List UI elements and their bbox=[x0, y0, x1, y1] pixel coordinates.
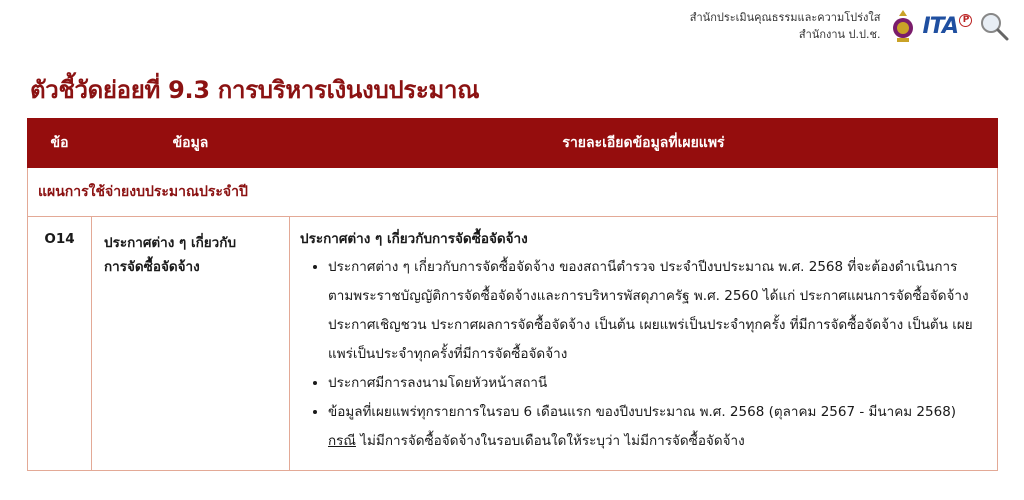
bullet3-text-post: ไม่มีการจัดซื้อจัดจ้างในรอบเดือนใดให้ระบุว่า ไม่มีการจัดซื้อจัดจ้าง bbox=[355, 433, 745, 449]
ita-logo bbox=[922, 14, 972, 39]
org-line-2: สำนักงาน ป.ป.ช. bbox=[798, 28, 881, 41]
org-name bbox=[690, 9, 881, 43]
org-line-1: สำนักประเมินคุณธรรมและความโปร่งใส bbox=[689, 11, 881, 24]
column-header-no: ข้อ bbox=[28, 119, 92, 168]
list-item: • ประกาศมีการลงนามโดยหัวหน้าสถานี bbox=[328, 369, 987, 398]
section-title: แผนการใช้จ่ายงบประมาณประจำปี bbox=[28, 168, 998, 217]
bullet3-underlined: กรณี bbox=[328, 433, 356, 449]
item-info-line-1: ประกาศต่าง ๆ เกี่ยวกับ bbox=[104, 235, 237, 251]
indicator-table bbox=[27, 118, 998, 471]
item-info-line-2: การจัดซื้อจัดจ้าง bbox=[104, 259, 200, 275]
registered-icon: P bbox=[959, 14, 972, 27]
column-header-detail: รายละเอียดข้อมูลที่เผยแพร่ bbox=[290, 119, 998, 168]
magnifier-icon bbox=[978, 10, 1010, 42]
bullet3-text-pre: ข้อมูลที่เผยแพร่ทุกรายการในรอบ 6 เดือนแรก ของปีงบประมาณ พ.ศ. 2568 (ตุลาคม 2567 - มีนาคม 2568) bbox=[328, 404, 957, 420]
item-code: O14 bbox=[28, 217, 92, 471]
detail-list bbox=[300, 253, 987, 456]
ita-logo-text: ITA bbox=[922, 13, 958, 39]
item-info bbox=[92, 217, 290, 471]
table-row bbox=[28, 217, 998, 471]
section-row bbox=[28, 168, 998, 217]
item-detail bbox=[290, 217, 998, 471]
table-header-row bbox=[28, 119, 998, 168]
header-bar bbox=[690, 8, 1010, 44]
list-item bbox=[328, 398, 987, 456]
list-item: • ประกาศต่าง ๆ เกี่ยวกับการจัดซื้อจัดจ้าง ของสถานีตำรวจ ประจำปีงบประมาณ พ.ศ. 2568 ที่จะต้องดำเนินการตามพระราชบัญญัติการจัดซื้อจัดจ้างและการบริหารพัสดุภาครัฐ พ.ศ. 2560 ได้แก่ ประกาศแผนการจัดซื้อจัดจ้าง ประกาศเชิญชวน ประกาศผลการจัดซื้อจัดจ้าง เป็นต้น เผยแพร่เป็นประจำทุกครั้ง ที่มีการจัดซื้อจัดจ้าง เป็นต้น เผยแพร่เป็นประจำทุกครั้งที่มีการจัดซื้อจัดจ้าง bbox=[328, 253, 987, 369]
page-title: ตัวชี้วัดย่อยที่ 9.3 การบริหารเงินงบประมาณ bbox=[30, 76, 480, 104]
column-header-info: ข้อมูล bbox=[92, 119, 290, 168]
nacc-emblem-icon bbox=[890, 8, 916, 44]
detail-heading: ประกาศต่าง ๆ เกี่ยวกับการจัดซื้อจัดจ้าง bbox=[300, 231, 528, 247]
